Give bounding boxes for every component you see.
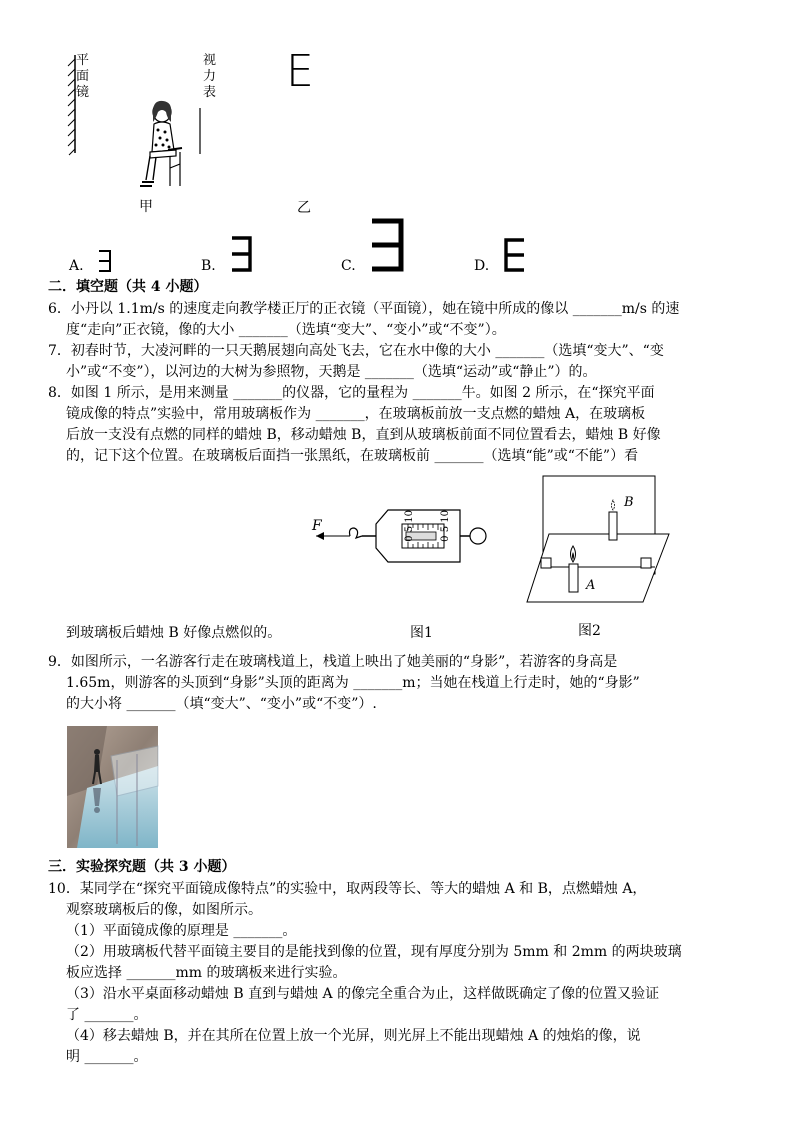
q8-line3: 后放一支没有点燃的同样的蜡烛 B，移动蜡烛 B，直到从玻璃板前面不同位置看去，蜡烛 B 好像 — [66, 427, 661, 443]
option-a-e-mirrored — [98, 250, 112, 272]
glass-plate-figure — [525, 474, 675, 606]
q10-part3-line2: 了 _______。 — [66, 1007, 148, 1023]
q8-line5: 到玻璃板后蜡烛 B 好像点燃似的。 — [66, 625, 282, 641]
q8-line2: 镜成像的特点”实验中，常用玻璃板作为 _______，在玻璃板前放一支点燃的蜡烛 A，在玻璃板 — [66, 406, 646, 422]
candle-b-label: B — [624, 495, 634, 510]
option-d-e — [503, 238, 527, 272]
section3-title: 三．实验探究题（共 3 小题） — [48, 859, 236, 875]
option-b-e-mirrored — [231, 236, 253, 272]
q10-part3-line1: （3）沿水平桌面移动蜡烛 B 直到与蜡烛 A 的像完全重合为止，这样做既确定了像的位置又验证 — [66, 986, 660, 1002]
option-c-e-mirrored — [371, 218, 405, 272]
chart-label: 视力表 — [203, 53, 217, 100]
q10-part4-line1: （4）移去蜡烛 B，并在其所在位置上放一个光屏，则光屏上不能出现蜡烛 A 的烛焰的像，说 — [66, 1028, 641, 1044]
scale-numbers-left: 0 5 10 — [404, 510, 415, 542]
mirror-label: 平面镜 — [76, 53, 90, 100]
force-label: F — [312, 518, 322, 534]
q8-line4: 的，记下这个位置。在玻璃板后面挡一张黑纸，在玻璃板前 _______（选填“能”或“不能”）看 — [66, 448, 639, 464]
q10-part1: （1）平面镜成像的原理是 _______。 — [66, 923, 297, 939]
q10-part2-line2: 板应选择 _______mm 的玻璃板来进行实验。 — [66, 965, 347, 981]
option-a-label: A. — [69, 258, 84, 274]
spring-scale-figure — [310, 500, 496, 572]
figure-label-yi: 乙 — [297, 200, 311, 216]
q8-line1: 8．如图 1 所示，是用来测量 _______的仪器，它的量程为 _______牛。如图 2 所示，在“探究平面 — [48, 385, 655, 401]
q10-line2: 观察玻璃板后的像，如图所示。 — [66, 902, 262, 918]
chart-letter-e: E — [286, 46, 314, 97]
option-c-label: C. — [341, 258, 356, 274]
q10-line1: 10．某同学在“探究平面镜成像特点”的实验中，取两段等长、等大的蜡烛 A 和 B，点燃蜡烛 A， — [48, 881, 647, 897]
q9-line3: 的大小将 _______（填“变大”、“变小”或“不变”）. — [66, 696, 377, 712]
q7-line1: 7．初春时节，大凌河畔的一只天鹅展翅向高处飞去，它在水中像的大小 _______（选填“变大”、“变 — [48, 343, 664, 359]
q10-part2-line1: （2）用玻璃板代替平面镜主要目的是能找到像的位置，现有厚度分别为 5mm 和 2mm 的两块玻璃 — [66, 944, 682, 960]
option-b-label: B. — [201, 258, 216, 274]
glass-walkway-photo — [67, 726, 158, 848]
q9-line1: 9．如图所示，一名游客行走在玻璃栈道上，栈道上映出了她美丽的“身影”，若游客的身高是 — [48, 654, 618, 670]
candle-a-label: A — [586, 578, 596, 593]
mirror-figure — [66, 55, 78, 155]
girl-figure — [136, 100, 192, 192]
q6-line2: 度“走向”正衣镜，像的大小 _______（选填“变大”、“变小”或“不变”）。 — [66, 322, 506, 338]
fig2-caption: 图2 — [578, 623, 601, 639]
option-d-label: D. — [474, 258, 490, 274]
q7-line2: 小”或“不变”），以河边的大树为参照物，天鹅是 _______（选填“运动”或“静止”）的。 — [66, 364, 597, 380]
chart-stand — [198, 108, 202, 156]
scale-numbers-right: 0 5 10 — [440, 510, 451, 542]
q10-part4-line2: 明 _______。 — [66, 1049, 148, 1065]
figure-label-jia: 甲 — [139, 199, 153, 215]
fig1-caption: 图1 — [410, 625, 433, 641]
q6-line1: 6．小丹以 1.1m/s 的速度走向教学楼正厅的正衣镜（平面镜），她在镜中所成的像以 _______m/s 的速 — [48, 301, 680, 317]
section2-title: 二．填空题（共 4 小题） — [48, 279, 208, 295]
q9-line2: 1.65m，则游客的头顶到“身影”头顶的距离为 _______m；当她在栈道上行走时，她的“身影” — [66, 675, 640, 691]
